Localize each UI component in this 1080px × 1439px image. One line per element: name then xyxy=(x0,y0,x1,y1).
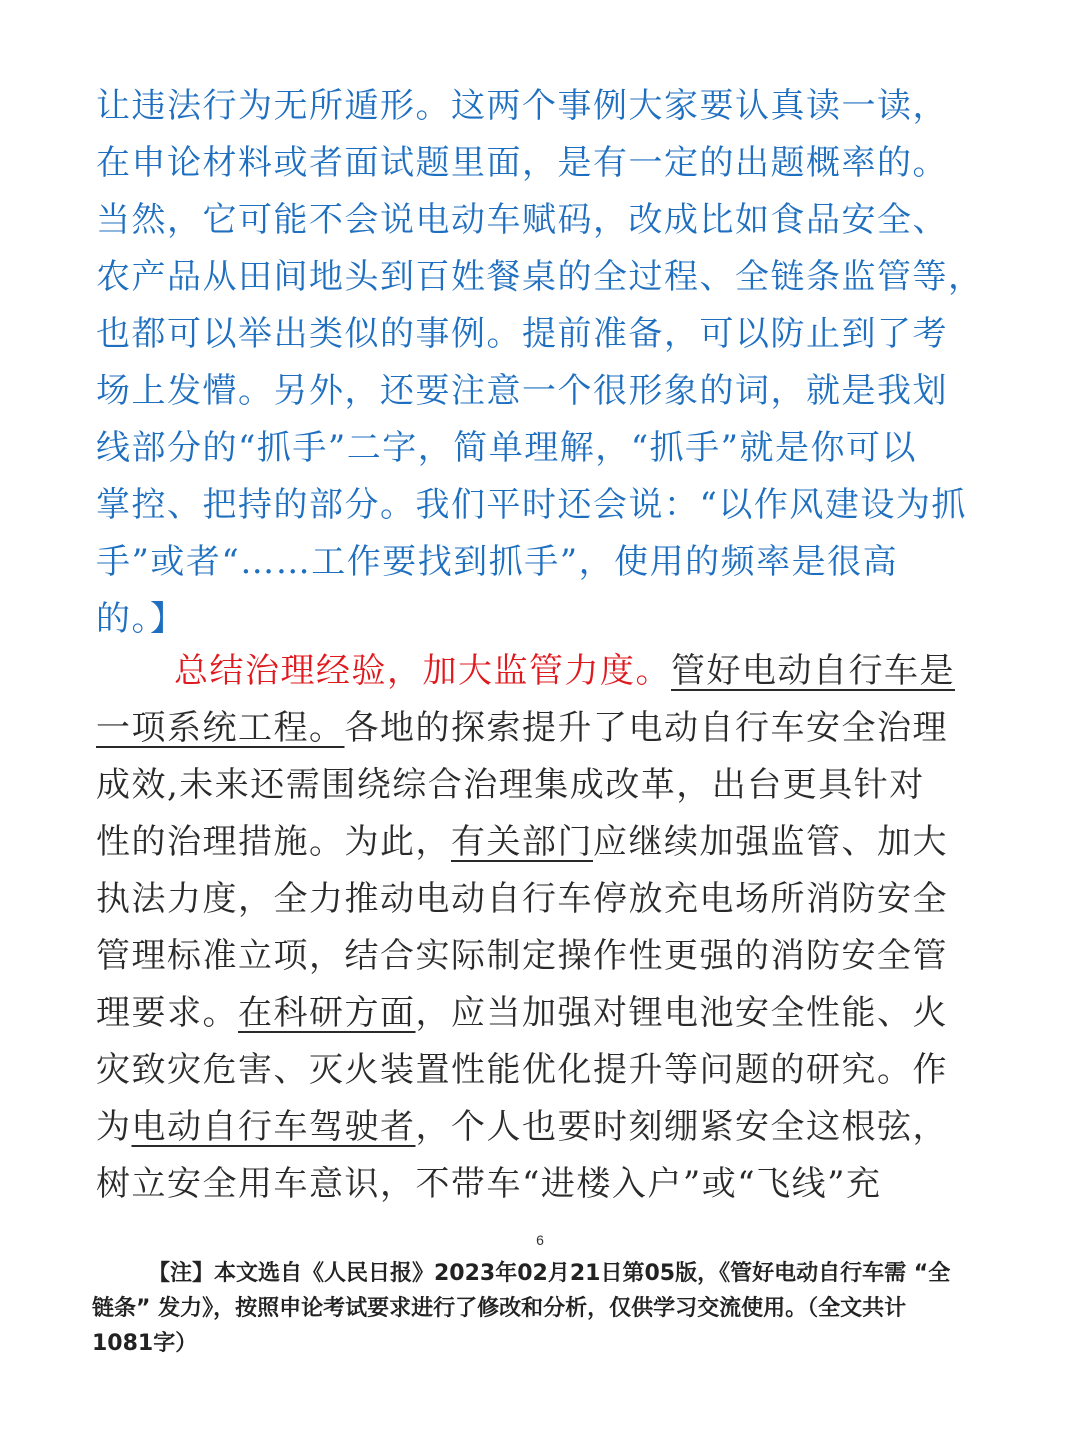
text-run: 为 xyxy=(96,1107,132,1147)
analysis-line: 在申论材料或者面试题里面，是有一定的出题概率的。 xyxy=(96,143,948,183)
text-run: ，个人也要时刻绷紧安全这根弦， xyxy=(415,1107,948,1147)
footnote-line: 【注】本文选自《人民日报》2023年02月21日第05版，《管好电动自行车需 “全 xyxy=(148,1261,951,1286)
main-line xyxy=(96,1099,996,1156)
text-run: ，应当加强对锂电池安全性能、火 xyxy=(415,993,948,1033)
analysis-line: 场上发懵。另外，还要注意一个很形象的词，就是我划 xyxy=(96,371,948,411)
main-line: 树立安全用车意识，不带车“进楼入户”或“飞线”充 xyxy=(96,1164,882,1204)
main-line xyxy=(96,985,996,1042)
main-line: 管理标准立项，结合实际制定操作性更强的消防安全管 xyxy=(96,936,948,976)
footnote-line: 链条” 发力》，按照申论考试要求进行了修改和分析，仅供学习交流使用。（全文共计 xyxy=(92,1296,907,1321)
text-run: 理要求。 xyxy=(96,993,238,1033)
page-number: 6 xyxy=(536,1232,544,1248)
analysis-line: 农产品从田间地头到百姓餐桌的全过程、全链条监管等， xyxy=(96,257,984,297)
analysis-line: 当然，它可能不会说电动车赋码，改成比如食品安全、 xyxy=(96,200,948,240)
main-line xyxy=(96,700,996,757)
underlined-phrase: 电动自行车驾驶者 xyxy=(131,1107,416,1147)
analysis-line: 也都可以举出类似的事例。提前准备，可以防止到了考 xyxy=(96,314,948,354)
analysis-line: 手”或者“……工作要找到抓手”，使用的频率是很高 xyxy=(96,542,899,582)
main-line xyxy=(96,814,996,871)
underlined-phrase: 在科研方面 xyxy=(238,993,416,1033)
underlined-phrase: 管好电动自行车是 xyxy=(671,651,955,691)
main-line: 执法力度，全力推动电动自行车停放充电场所消防安全 xyxy=(96,879,948,919)
main-paragraph xyxy=(96,643,996,1213)
underlined-phrase: 有关部门 xyxy=(451,822,593,862)
underlined-phrase: 一项系统工程。 xyxy=(96,708,345,748)
analysis-line: 掌控、把持的部分。我们平时还会说：“以作风建设为抓 xyxy=(96,485,967,525)
footnote xyxy=(92,1256,992,1361)
main-line xyxy=(96,643,996,700)
main-line: 灾致灾危害、灭火装置性能优化提升等问题的研究。作 xyxy=(96,1050,948,1090)
footnote-line: 1081字） xyxy=(92,1331,198,1356)
analysis-line: 线部分的“抓手”二字，简单理解，“抓手”就是你可以 xyxy=(96,428,918,468)
text-run: 性的治理措施。为此， xyxy=(96,822,451,862)
analysis-paragraph xyxy=(96,78,996,648)
text-run: 各地的探索提升了电动自行车安全治理 xyxy=(344,708,948,748)
analysis-line: 让违法行为无所遁形。这两个事例大家要认真读一读， xyxy=(96,86,948,126)
analysis-line: 的。】 xyxy=(96,599,186,639)
main-line: 成效,未来还需围绕综合治理集成改革，出台更具针对 xyxy=(96,765,925,805)
text-run: 应继续加强监管、加大 xyxy=(593,822,948,862)
section-heading: 总结治理经验，加大监管力度。 xyxy=(174,651,671,691)
